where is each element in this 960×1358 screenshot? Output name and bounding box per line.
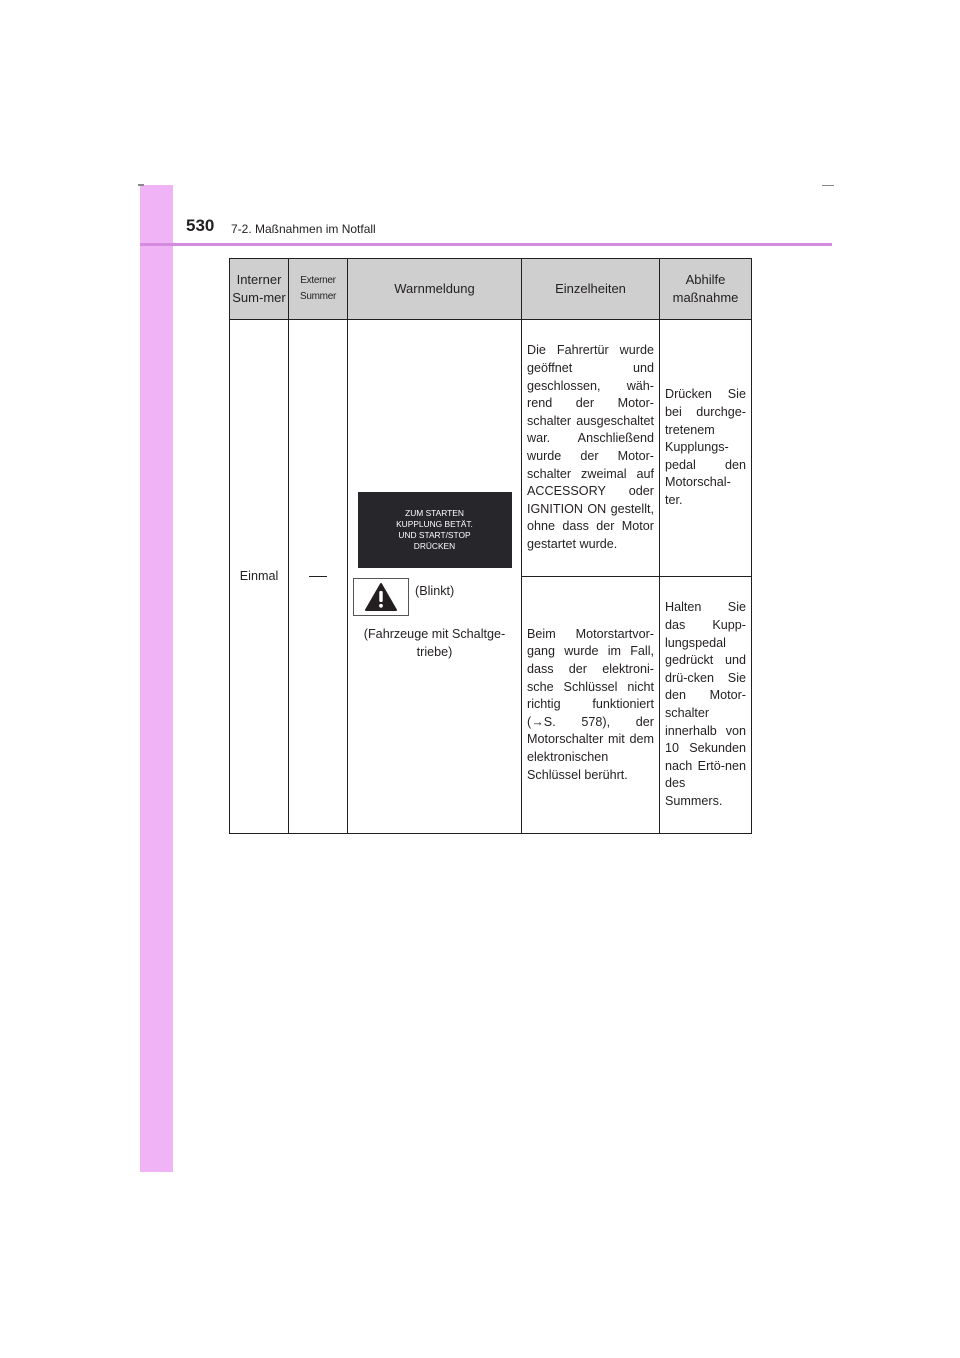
blink-label: (Blinkt) xyxy=(415,583,455,598)
dash-mark xyxy=(309,576,327,577)
warning-display-screen xyxy=(358,492,512,568)
warning-table xyxy=(229,258,752,834)
vehicle-note: (Fahrzeuge mit Schaltge-triebe) xyxy=(363,626,506,659)
sidebar-tab xyxy=(140,185,173,1172)
warning-message-cell xyxy=(348,320,522,834)
remedy-cell: Drücken Sie bei durchge-tretenem Kupplungs-pedal den Motorschal-ter. xyxy=(660,320,752,577)
internal-buzzer-cell: Einmal xyxy=(230,320,289,834)
column-header-warning-message: Warnmeldung xyxy=(348,259,522,320)
crop-mark-right xyxy=(822,185,834,186)
table-header-row xyxy=(230,259,752,320)
remedy-cell: Halten Sie das Kupp-lungspedal gedrückt und drü-cken Sie den Motor-schalter innerhalb von 10 Sekunden nach Ertö-nen des Summers. xyxy=(660,577,752,834)
warning-triangle-icon xyxy=(353,578,409,616)
display-line: ZUM STARTEN xyxy=(405,507,464,518)
page-number: 530 xyxy=(186,216,215,235)
column-header-details: Einzelheiten xyxy=(522,259,660,320)
details-cell: Die Fahrertür wurde geöffnet und geschlossen, wäh-rend der Motor-schalter ausgeschaltet war. Anschließend wurde der Motor-schalter zweimal auf ACCESSORY oder IGNITION ON gestellt, ohne dass der Motor gestartet wurde. xyxy=(522,320,660,577)
details-cell: Beim Motorstartvor-gang wurde im Fall, dass der elektroni-sche Schlüssel nicht richtig funktioniert (→S. 578), der Motorschalter mit dem elektronischen Schlüssel berührt. xyxy=(522,577,660,834)
table-row xyxy=(230,320,752,577)
column-header-remedy: Abhilfe maßnahme xyxy=(660,259,752,320)
header-rule xyxy=(140,243,832,246)
column-header-internal-buzzer: Interner Sum-mer xyxy=(230,259,289,320)
display-line: DRÜCKEN xyxy=(413,540,456,551)
external-buzzer-cell xyxy=(289,320,348,834)
display-line: KUPPLUNG BETÄT. xyxy=(396,518,473,529)
column-header-external-buzzer: Externer Summer xyxy=(289,259,348,320)
display-line: UND START/STOP xyxy=(398,529,471,540)
section-title: 7-2. Maßnahmen im Notfall xyxy=(231,222,376,236)
crop-mark xyxy=(138,184,144,186)
